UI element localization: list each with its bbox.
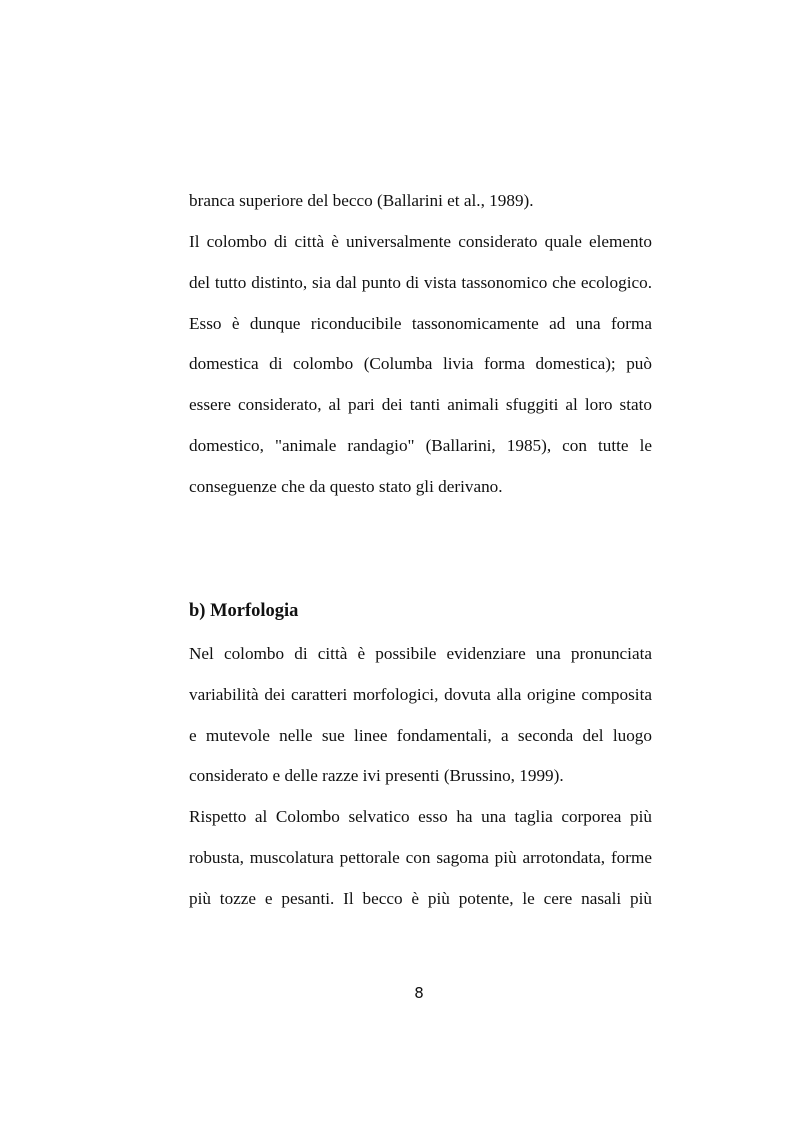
paragraph-line: robusta, muscolatura pettorale con sagoma più arrotondata, forme: [189, 848, 652, 867]
paragraph-line: e mutevole nelle sue linee fondamentali, a seconda del luogo: [189, 726, 652, 745]
paragraph-line: più tozze e pesanti. Il becco è più potente, le cere nasali più: [189, 889, 652, 908]
section-heading: b) Morfologia: [189, 601, 299, 621]
paragraph-line: Il colombo di città è universalmente considerato quale elemento: [189, 232, 652, 251]
paragraph-line: conseguenze che da questo stato gli derivano.: [189, 477, 503, 496]
paragraph-line: Rispetto al Colombo selvatico esso ha una taglia corporea più: [189, 807, 652, 826]
paragraph-line: domestica di colombo (Columba livia forma domestica); può: [189, 354, 652, 373]
paragraph-line: del tutto distinto, sia dal punto di vista tassonomico che ecologico.: [189, 273, 652, 292]
page-number: 8: [414, 984, 424, 1002]
paragraph-line: essere considerato, al pari dei tanti animali sfuggiti al loro stato: [189, 395, 652, 414]
paragraph-line: Esso è dunque riconducibile tassonomicamente ad una forma: [189, 314, 652, 333]
paragraph-line: considerato e delle razze ivi presenti (Brussino, 1999).: [189, 766, 564, 785]
paragraph-line: Nel colombo di città è possibile evidenziare una pronunciata: [189, 644, 652, 663]
paragraph-line: domestico, "animale randagio" (Ballarini, 1985), con tutte le: [189, 436, 652, 455]
paragraph-line: branca superiore del becco (Ballarini et al., 1989).: [189, 191, 534, 210]
paragraph-line: variabilità dei caratteri morfologici, dovuta alla origine composita: [189, 685, 652, 704]
